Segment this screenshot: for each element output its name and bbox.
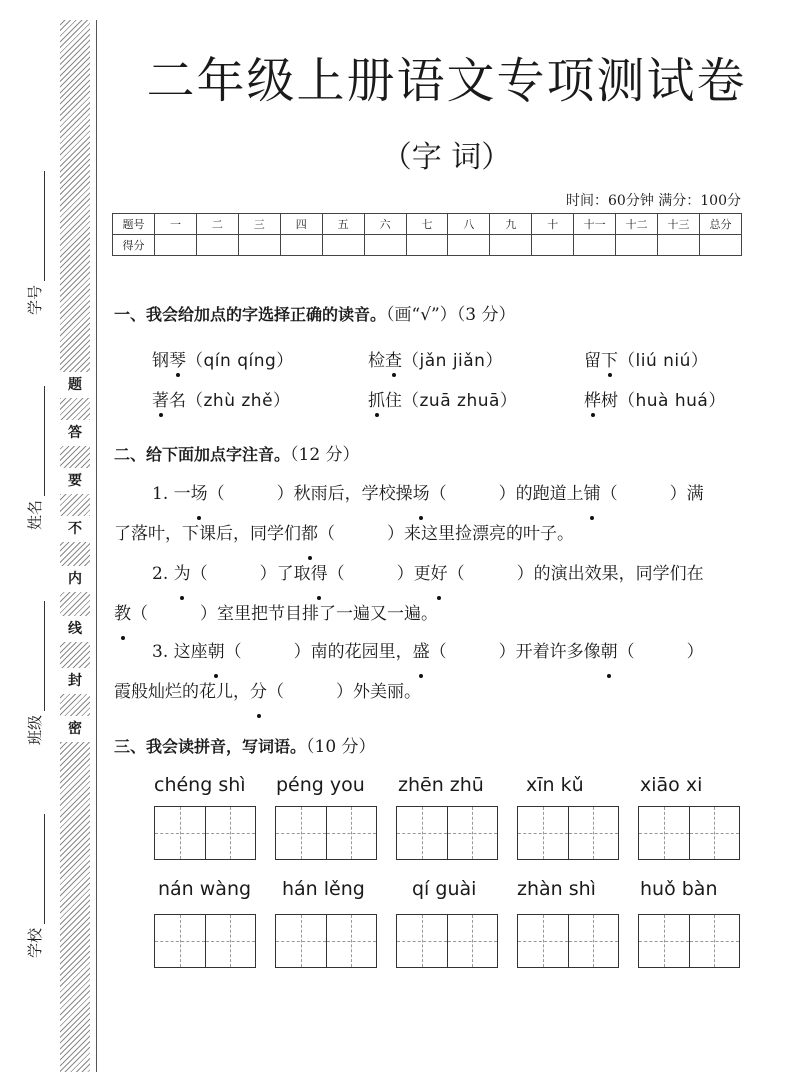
score-col: 四 bbox=[280, 214, 322, 235]
q2-dotted-char: 盛 bbox=[413, 632, 430, 672]
writing-cell[interactable] bbox=[448, 915, 498, 967]
q1-word-char: 树 bbox=[601, 391, 618, 411]
writing-cell[interactable] bbox=[276, 915, 327, 967]
q2-dotted-char: 场 bbox=[413, 474, 430, 514]
seal-char: 密 bbox=[60, 716, 90, 742]
writing-cell[interactable] bbox=[569, 915, 619, 967]
q2-paragraph-2 bbox=[114, 554, 744, 634]
q1-dotted-char: 查 bbox=[385, 346, 402, 371]
score-table-score-row bbox=[113, 235, 742, 256]
q2-text: ）开着许多像 bbox=[498, 642, 601, 662]
page-subtitle: （字 词） bbox=[381, 140, 512, 175]
binding-strip bbox=[60, 20, 90, 1072]
pinyin-label: qí guài bbox=[412, 878, 477, 900]
section1-suffix: （画“√”）（3 分） bbox=[386, 305, 516, 325]
writing-cell[interactable] bbox=[690, 807, 740, 859]
score-cell[interactable] bbox=[658, 235, 700, 256]
class-line[interactable] bbox=[30, 601, 45, 711]
writing-grid[interactable] bbox=[638, 914, 740, 968]
student-name-line[interactable] bbox=[30, 386, 45, 496]
score-cell[interactable] bbox=[322, 235, 364, 256]
q1-pinyin-options[interactable]: （qín qíng） bbox=[186, 351, 294, 371]
q2-text: ）的跑道上 bbox=[498, 484, 584, 504]
section1-heading bbox=[114, 300, 515, 325]
q2-text: 1. 一 bbox=[152, 484, 191, 504]
class-field[interactable] bbox=[24, 601, 45, 745]
q2-text: ）外美丽。 bbox=[336, 682, 421, 702]
q2-text: ） bbox=[686, 642, 704, 662]
writing-cell[interactable] bbox=[155, 807, 206, 859]
section2-suffix: （12 分） bbox=[290, 445, 360, 465]
pinyin-label: zhēn zhū bbox=[398, 774, 484, 796]
q2-dotted-char: 朝 bbox=[601, 632, 618, 672]
q2-text: ）南的花园里， bbox=[293, 642, 413, 662]
q2-line: 教（ ）室里把节目排了一遍又一遍。 bbox=[114, 594, 744, 634]
seal-char: 答 bbox=[60, 420, 90, 446]
q2-dotted-char: 朝 bbox=[208, 632, 225, 672]
section2-heading bbox=[114, 440, 360, 465]
seal-char: 题 bbox=[60, 372, 90, 398]
writing-grid[interactable] bbox=[517, 806, 619, 860]
q2-text: ）的演出效果，同学们在 bbox=[516, 564, 704, 584]
q1-item[interactable] bbox=[368, 386, 517, 411]
school-line[interactable] bbox=[30, 814, 45, 924]
q1-word-char: 钢 bbox=[152, 351, 169, 371]
q1-pinyin-options[interactable]: （liú niú） bbox=[618, 351, 709, 371]
q2-text: 2. bbox=[152, 564, 174, 584]
q2-line: 霞般灿烂的花儿，分（ ）外美丽。 bbox=[114, 672, 744, 712]
student-id-line[interactable] bbox=[30, 171, 45, 281]
score-cell[interactable] bbox=[616, 235, 658, 256]
q2-dotted-char: 教 bbox=[114, 594, 131, 634]
q2-paragraph-3 bbox=[114, 632, 744, 712]
writing-cell[interactable] bbox=[206, 807, 256, 859]
pinyin-label: hán lěng bbox=[282, 878, 365, 900]
section1-title: 一、我会给加点的字选择正确的读音。 bbox=[114, 305, 387, 324]
q2-line: 2. 为（ ）了取得（ ）更好（ ）的演出效果，同学们在 bbox=[114, 554, 744, 594]
writing-cell[interactable] bbox=[639, 915, 690, 967]
q2-text: 了落叶，下课后，同学们 bbox=[114, 524, 301, 544]
score-col: 十一 bbox=[574, 214, 616, 235]
writing-cell[interactable] bbox=[518, 807, 569, 859]
q1-pinyin-options[interactable]: （jǎn jiǎn） bbox=[402, 351, 503, 371]
q1-pinyin-options[interactable]: （zuā zhuā） bbox=[402, 391, 518, 411]
writing-cell[interactable] bbox=[690, 915, 740, 967]
q2-line: 1. 一场（ ）秋雨后，学校操场（ ）的跑道上铺（ ）满 bbox=[114, 474, 744, 514]
class-label: 班级 bbox=[26, 714, 44, 745]
pinyin-label: xiāo xi bbox=[640, 774, 703, 796]
score-cell[interactable] bbox=[532, 235, 574, 256]
student-id-field[interactable] bbox=[24, 171, 45, 315]
writing-grid[interactable] bbox=[154, 914, 256, 968]
section3-title: 三、我会读拼音，写词语。 bbox=[114, 737, 307, 756]
q2-text: ）满 bbox=[669, 484, 704, 504]
score-table-header-row bbox=[113, 214, 742, 235]
student-name-field[interactable] bbox=[24, 386, 45, 530]
score-col: 二 bbox=[196, 214, 238, 235]
q2-line: 3. 这座朝（ ）南的花园里，盛（ ）开着许多像朝（ ） bbox=[114, 632, 744, 672]
q1-item[interactable] bbox=[152, 346, 294, 371]
writing-cell[interactable] bbox=[518, 915, 569, 967]
writing-cell[interactable] bbox=[569, 807, 619, 859]
student-name-label: 姓名 bbox=[26, 499, 44, 530]
pinyin-label: nán wàng bbox=[158, 878, 252, 900]
q1-item[interactable] bbox=[152, 386, 291, 411]
writing-cell[interactable] bbox=[397, 807, 448, 859]
score-cell[interactable] bbox=[574, 235, 616, 256]
q2-dotted-char: 为 bbox=[174, 554, 191, 594]
writing-cell[interactable] bbox=[206, 915, 256, 967]
pinyin-label: huǒ bàn bbox=[640, 878, 718, 900]
writing-grid[interactable] bbox=[154, 806, 256, 860]
q2-paragraph-1 bbox=[114, 474, 744, 554]
score-col: 十 bbox=[532, 214, 574, 235]
score-cell[interactable] bbox=[238, 235, 280, 256]
q2-dotted-char: 分 bbox=[250, 672, 267, 712]
score-col: 八 bbox=[448, 214, 490, 235]
writing-cell[interactable] bbox=[639, 807, 690, 859]
score-cell[interactable] bbox=[364, 235, 406, 256]
q1-dotted-char: 桦 bbox=[584, 386, 601, 411]
q2-line: 了落叶，下课后，同学们都（ ）来这里捡漂亮的叶子。 bbox=[114, 514, 744, 554]
score-col: 五 bbox=[322, 214, 364, 235]
score-table bbox=[112, 213, 742, 256]
pinyin-label: xīn kǔ bbox=[526, 774, 584, 796]
q2-dotted-char: 场 bbox=[191, 474, 208, 514]
score-col: 一 bbox=[155, 214, 197, 235]
q2-text: ）更 bbox=[396, 564, 431, 584]
writing-cell[interactable] bbox=[327, 807, 377, 859]
q1-dotted-char: 著 bbox=[152, 386, 169, 411]
score-row-label: 得分 bbox=[113, 235, 155, 256]
time-info: 时间：60分钟 满分：100分 bbox=[566, 193, 741, 209]
q1-dotted-char: 琴 bbox=[169, 346, 186, 371]
seal-char: 要 bbox=[60, 468, 90, 494]
section3-suffix: （10 分） bbox=[306, 737, 376, 757]
score-cell[interactable] bbox=[155, 235, 197, 256]
writing-cell[interactable] bbox=[155, 915, 206, 967]
writing-cell[interactable] bbox=[448, 807, 498, 859]
seal-char: 内 bbox=[60, 566, 90, 592]
q2-text: ）秋雨后，学校操 bbox=[276, 484, 413, 504]
writing-cell[interactable] bbox=[327, 915, 377, 967]
q1-dotted-char: 下 bbox=[601, 346, 618, 371]
student-id-label: 学号 bbox=[26, 284, 44, 315]
section3-heading bbox=[114, 732, 376, 757]
q1-pinyin-options[interactable]: （zhù zhě） bbox=[186, 391, 291, 411]
score-cell[interactable] bbox=[196, 235, 238, 256]
score-cell[interactable] bbox=[448, 235, 490, 256]
binding-line bbox=[96, 20, 97, 1072]
writing-cell[interactable] bbox=[276, 807, 327, 859]
writing-grid[interactable] bbox=[638, 806, 740, 860]
score-cell[interactable] bbox=[699, 235, 741, 256]
score-col: 三 bbox=[238, 214, 280, 235]
score-cell[interactable] bbox=[280, 235, 322, 256]
writing-grid[interactable] bbox=[517, 914, 619, 968]
writing-grid[interactable] bbox=[275, 806, 377, 860]
q2-text: ）来这里捡漂亮的叶子。 bbox=[387, 524, 574, 544]
score-col: 十三 bbox=[658, 214, 700, 235]
q2-text: 3. 这座 bbox=[152, 642, 208, 662]
q1-dotted-char: 抓 bbox=[368, 386, 385, 411]
school-field[interactable] bbox=[24, 814, 45, 958]
writing-grid[interactable] bbox=[396, 806, 498, 860]
score-col: 九 bbox=[490, 214, 532, 235]
school-label: 学校 bbox=[26, 927, 44, 958]
q2-text: 霞般灿烂的花儿， bbox=[114, 682, 250, 702]
q2-dotted-char: 好 bbox=[431, 554, 448, 594]
pinyin-label: chéng shì bbox=[154, 774, 246, 796]
q1-word-char: 留 bbox=[584, 351, 601, 371]
writing-grid[interactable] bbox=[396, 914, 498, 968]
q2-text: ）了取 bbox=[259, 564, 311, 584]
q1-word-char: 检 bbox=[368, 351, 385, 371]
writing-cell[interactable] bbox=[397, 915, 448, 967]
page-title: 二年级上册语文专项测试卷 bbox=[146, 53, 747, 109]
q2-dotted-char: 铺 bbox=[584, 474, 601, 514]
q2-text: ）室里把节目排了一遍又一遍。 bbox=[200, 604, 438, 624]
q2-dotted-char: 都 bbox=[301, 514, 318, 554]
q2-dotted-char: 得 bbox=[311, 554, 328, 594]
score-col: 七 bbox=[406, 214, 448, 235]
score-header-label: 题号 bbox=[113, 214, 155, 235]
seal-char: 不 bbox=[60, 516, 90, 542]
q1-item[interactable] bbox=[368, 346, 503, 371]
score-col: 十二 bbox=[616, 214, 658, 235]
q1-word-char: 名 bbox=[169, 391, 186, 411]
seal-char: 封 bbox=[60, 668, 90, 694]
score-cell[interactable] bbox=[490, 235, 532, 256]
q1-word-char: 住 bbox=[385, 391, 402, 411]
writing-grid[interactable] bbox=[275, 914, 377, 968]
q1-pinyin-options[interactable]: （huà huá） bbox=[618, 391, 726, 411]
score-cell[interactable] bbox=[406, 235, 448, 256]
pinyin-label: zhàn shì bbox=[517, 878, 596, 900]
q1-item[interactable] bbox=[584, 386, 726, 411]
score-col: 总分 bbox=[699, 214, 741, 235]
score-col: 六 bbox=[364, 214, 406, 235]
q1-item[interactable] bbox=[584, 346, 708, 371]
seal-char: 线 bbox=[60, 616, 90, 642]
pinyin-label: péng you bbox=[276, 774, 365, 796]
section2-title: 二、给下面加点字注音。 bbox=[114, 445, 291, 464]
